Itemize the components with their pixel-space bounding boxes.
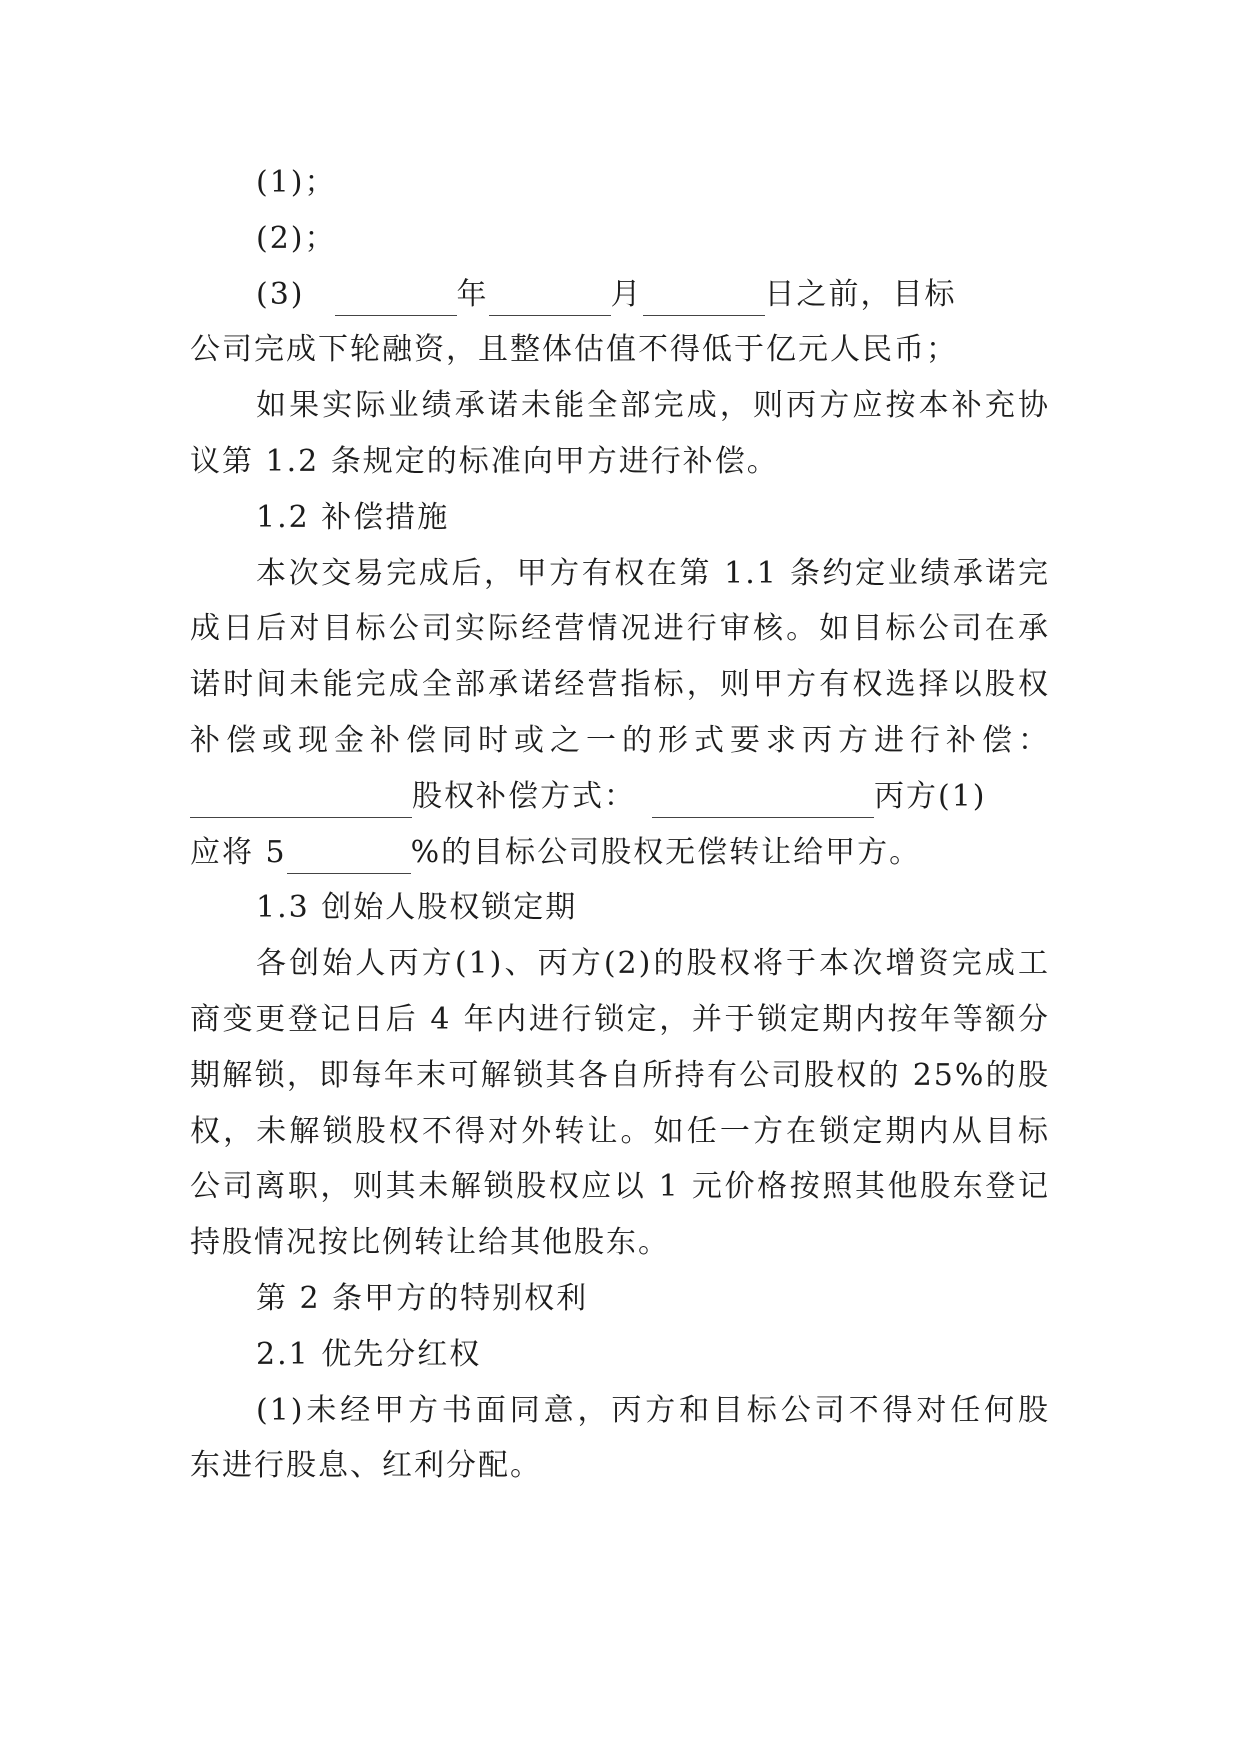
month-blank [489,285,611,316]
article-heading-2: 第 2 条甲方的特别权利 [256,1280,589,1316]
blank-field [652,787,874,818]
paragraph-line: 诺时间未能完成全部承诺经营指标，则甲方有权选择以股权 [190,667,1050,703]
paragraph-line: (1)未经甲方书面同意，丙方和目标公司不得对任何股 [256,1392,1050,1428]
paragraph-line: 持股情况按比例转让给其他股东。 [190,1225,670,1261]
paragraph-line: 如果实际业绩承诺未能全部完成，则丙方应按本补充协 [256,388,1050,424]
blank-field [190,787,412,818]
paragraph-line: 权，未解锁股权不得对外转让。如任一方在锁定期内从目标 [190,1113,1050,1149]
paragraph-line: 东进行股息、红利分配。 [190,1448,542,1484]
paragraph-line: 成日后对目标公司实际经营情况进行审核。如目标公司在承 [190,611,1050,647]
paragraph-line: 商变更登记日后 4 年内进行锁定，并于锁定期内按年等额分 [190,1001,1050,1037]
clause-item-3 [190,267,1050,323]
paragraph-line: 期解锁，即每年末可解锁其各自所持有公司股权的 25%的股 [190,1057,1050,1093]
equity-transfer-text: %的目标公司股权无偿转让给甲方。 [410,834,922,870]
clause-item-1: (1)； [256,165,337,200]
party-c-1-label: 丙方(1) [874,778,987,814]
paragraph-line: 本次交易完成后，甲方有权在第 1.1 条约定业绩承诺完 [256,555,1050,591]
month-label: 月 [610,276,643,312]
equity-transfer-line [190,825,1050,881]
equity-compensation-label: 股权补偿方式： [412,778,636,814]
paragraph-line: 各创始人丙方(1)、丙方(2)的股权将于本次增资完成工 [256,946,1050,982]
year-label: 年 [456,276,489,312]
paragraph-line: 补偿或现金补偿同时或之一的形式要求丙方进行补偿： [190,722,1050,758]
clause-item-2: (2)； [256,220,337,256]
clause-item-3-text: 日之前，目标 [764,276,957,312]
percent-blank [287,843,411,874]
equity-transfer-prefix: 应将 5 [190,834,287,870]
year-blank [335,285,457,316]
section-heading-1-2: 1.2 补偿措施 [256,499,450,535]
clause-item-3-number: (3) [256,276,305,312]
day-blank [643,285,765,316]
paragraph-line: 公司完成下轮融资，且整体估值不得低于亿元人民币； [190,332,958,368]
paragraph-line: 公司离职，则其未解锁股权应以 1 元价格按照其他股东登记 [190,1169,1050,1205]
section-heading-2-1: 2.1 优先分红权 [256,1336,482,1372]
equity-compensation-line [190,769,1050,825]
section-heading-1-3: 1.3 创始人股权锁定期 [256,890,578,926]
document-body [190,155,1050,1494]
paragraph-line: 议第 1.2 条规定的标准向甲方进行补偿。 [190,443,779,479]
